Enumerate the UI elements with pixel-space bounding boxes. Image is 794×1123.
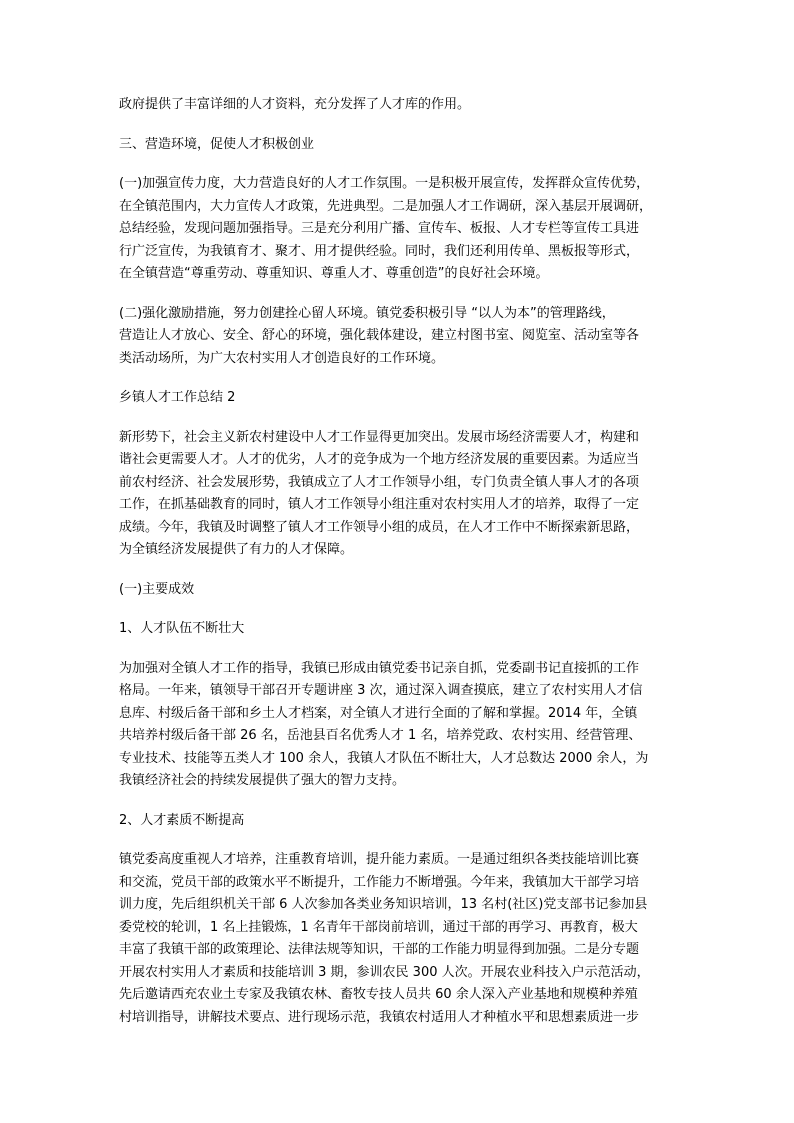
text-line: 三、营造环境，促使人才积极创业: [119, 136, 315, 152]
paragraph-quality: [119, 849, 685, 1029]
paragraph-publicity: [119, 173, 685, 286]
text-line: 镇党委高度重视人才培养，注重教育培训，提升能力素质。一是通过组织各类技能培训比赛: [119, 852, 640, 867]
text-line: 总结经验，发现问题加强指导。三是充分利用广播、宣传车、板报、人才专栏等宣传工具进: [119, 221, 640, 236]
text-line: 1、人才队伍不断壮大: [119, 621, 245, 636]
text-line: 我镇经济社会的持续发展提供了强大的智力支持。: [119, 773, 406, 788]
text-line: 训力度，先后组织机关干部 6 人次参加各类业务知识培训，13 名村(社区)党支部书记参加县: [119, 897, 648, 912]
text-line: 格局。一年来，镇领导干部召开专题讲座 3 次，通过深入调查摸底，建立了农村实用人才信: [119, 683, 643, 698]
text-line: 乡镇人才工作总结 2: [119, 390, 236, 405]
text-line: 工作，在抓基础教育的同时，镇人才工作领导小组注重对农村实用人才的培养，取得了一定: [119, 497, 640, 512]
text-line: 息库、村级后备干部和乡土人才档案，对全镇人才进行全面的了解和掌握。2014 年，全镇: [119, 705, 638, 721]
text-line: (一)加强宣传力度，大力营造良好的人才工作氛围。一是积极开展宣传，发挥群众宣传优势，: [119, 176, 650, 191]
text-line: 为全镇经济发展提供了有力的人才保障。: [119, 542, 354, 557]
text-line: 前农村经济、社会发展形势，我镇成立了人才工作领导小组，专门负责全镇人事人才的各项: [119, 474, 640, 490]
paragraph-team-growth: [119, 658, 685, 793]
text-line: 和交流，党员干部的政策水平不断提升，工作能力不断增强。今年来，我镇加大干部学习培: [119, 874, 640, 890]
text-line: 新形势下，社会主义新农村建设中人才工作显得更加突出。发展市场经济需要人才，构建和: [119, 429, 640, 445]
text-line: 类活动场所，为广大农村实用人才创造良好的工作环境。: [119, 350, 445, 366]
section-heading-3: [119, 134, 685, 157]
text-line: 谐社会更需要人才。人才的优劣，人才的竞争成为一个地方经济发展的重要因素。为适应当: [119, 452, 640, 467]
paragraph-intro: [119, 94, 685, 117]
paragraph-overview: [119, 427, 685, 562]
text-line: 丰富了我镇干部的政策理论、法律法规等知识，干部的工作能力明显得到加强。二是分专题: [119, 942, 640, 957]
text-line: 共培养村级后备干部 26 名，岳池县百名优秀人才 1 名，培养党政、农村实用、经营管理、: [119, 728, 642, 743]
text-line: 成绩。今年，我镇及时调整了镇人才工作领导小组的成员，在人才工作中不断探索新思路，: [119, 519, 640, 535]
text-line: (二)强化激励措施，努力创建拴心留人环境。镇党委积极引导 “以人为本”的管理路线，: [119, 305, 615, 321]
text-line: 先后邀请西充农业土专家及我镇农林、畜牧专技人员共 60 余人深入产业基地和规模种养殖: [119, 987, 638, 1002]
text-line: 为加强对全镇人才工作的指导，我镇已形成由镇党委书记亲自抓，党委副书记直接抓的工作: [119, 660, 640, 676]
subheading-team-growth: [119, 618, 685, 641]
text-line: 营造让人才放心、安全、舒心的环境，强化载体建设，建立村图书室、阅览室、活动室等各: [119, 328, 640, 343]
text-line: 开展农村实用人才素质和技能培训 3 期，参训农民 300 人次。开展农业科技入户示范活动，: [119, 964, 650, 980]
text-line: (一)主要成效: [119, 581, 195, 597]
text-line: 专业技术、技能等五类人才 100 余人，我镇人才队伍不断壮大，人才总数达 2000 余人，为: [119, 750, 649, 766]
text-line: 在全镇范围内，大力宣传人才政策，先进典型。二是加强人才工作调研，深入基层开展调研，: [119, 198, 653, 214]
document-title-2: [119, 387, 685, 410]
text-line: 2、人才素质不断提高: [119, 812, 245, 828]
subheading-quality: [119, 810, 685, 833]
text-line: 行广泛宣传，为我镇育才、聚才、用才提供经验。同时，我们还利用传单、黑板报等形式，: [119, 243, 640, 259]
text-line: 村培训指导，讲解技术要点、进行现场示范，我镇农村适用人才种植水平和思想素质进一步: [119, 1009, 640, 1025]
paragraph-incentives: [119, 303, 685, 371]
document-page: [119, 94, 685, 1029]
text-line: 政府提供了丰富详细的人才资料，充分发挥了人才库的作用。: [119, 97, 471, 112]
section-heading-achievements: [119, 579, 685, 602]
text-line: 在全镇营造“尊重劳动、尊重知识、尊重人才、尊重创造”的良好社会环境。: [119, 266, 549, 281]
text-line: 委党校的轮训，1 名上挂锻炼，1 名青年干部岗前培训，通过干部的再学习、再教育，极大: [119, 919, 638, 935]
